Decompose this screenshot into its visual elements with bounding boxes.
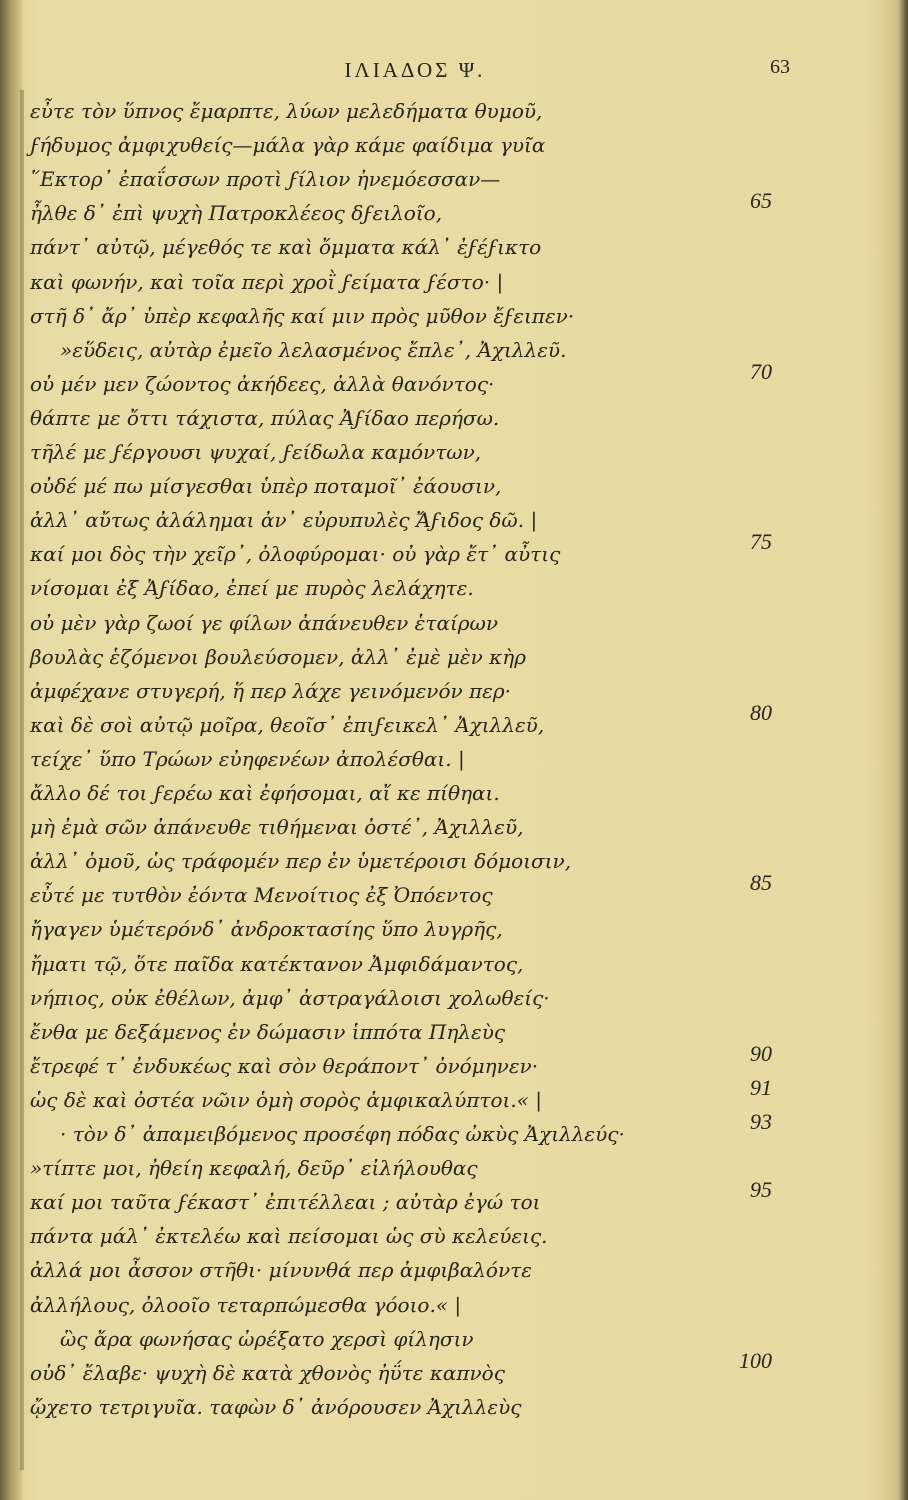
verse-line: ἄλλο δέ τοι ϝερέω καὶ ἐφήσομαι, αἴ κε πίθηαι.: [30, 781, 500, 805]
verse-line: ᾤχετο τετριγυῖα. ταφὼν δ᾽ ἀνόρουσεν Ἀχιλλεὺς: [30, 1394, 522, 1419]
verse-line: νήπιος, οὐκ ἐθέλων, ἀμφ᾽ ἀστραγάλοισι χολωθείς·: [30, 985, 550, 1010]
line-number: 90: [750, 1040, 772, 1066]
verse-line: ἀλλήλους, ὀλοοῖο τεταρπώμεσθα γόοιο.« |: [30, 1292, 462, 1317]
verse-line: οὐ μὲν γὰρ ζωοί γε φίλων ἀπάνευθεν ἑταίρων: [30, 610, 499, 635]
verse-line: μὴ ἐμὰ σῶν ἀπάνευθε τιθήμεναι ὀστέ᾽, Ἀχιλλεῦ,: [30, 815, 524, 840]
verse-line: ῞Εκτορ᾽ ἐπαΐσσων προτὶ ϝίλιον ἠνεμόεσσαν—: [30, 167, 501, 192]
verse-line: βουλὰς ἑζόμενοι βουλεύσομεν, ἀλλ᾽ ἐμὲ μὲν κὴρ: [30, 644, 527, 669]
verse-line: ἔνθα με δεξάμενος ἐν δώμασιν ἱππότα Πηλεὺς: [30, 1019, 506, 1044]
verse-line: εὖτέ με τυτθὸν ἐόντα Μενοίτιος ἐξ Ὀπόεντος: [30, 883, 493, 908]
verse-line: ἀλλά μοι ἆσσον στῆθι· μίνυνθά περ ἀμφιβαλόντε: [30, 1258, 532, 1283]
running-head: ΙΛΙΑΔΟΣ Ψ.: [344, 58, 486, 82]
verse-line: τείχε᾽ ὕπο Τρώων εὐηφενέων ἀπολέσθαι. |: [30, 746, 465, 771]
verse-line: οὐ μέν μεν ζώοντος ἀκήδεες, ἀλλὰ θανόντος·: [30, 371, 495, 396]
line-number: 75: [750, 529, 772, 555]
verse-line: καὶ φωνήν, καὶ τοῖα περὶ χροῒ ϝείματα ϝέστο· |: [30, 269, 504, 294]
line-number: 91: [750, 1074, 772, 1100]
line-number: 80: [750, 699, 772, 725]
verse-line: ἤγαγεν ὑμέτερόνδ᾽ ἀνδροκτασίης ὕπο λυγρῆς,: [30, 917, 503, 942]
verse-line: καί μοι ταῦτα ϝέκαστ᾽ ἐπιτέλλεαι ; αὐτὰρ ἐγώ τοι: [30, 1190, 541, 1215]
line-number: 65: [750, 188, 772, 214]
line-number: 70: [750, 358, 772, 384]
verse-line: »εὕδεις, αὐτὰρ ἐμεῖο λελασμένος ἔπλε᾽, Ἀχιλλεῦ.: [60, 337, 567, 362]
verse-line: στῆ δ᾽ ἄρ᾽ ὑπὲρ κεφαλῆς καί μιν πρὸς μῦθον ἔϝειπεν·: [30, 303, 575, 328]
verse-line: τῆλέ με ϝέργουσι ψυχαί, ϝείδωλα καμόντων,: [30, 440, 482, 464]
line-number: 100: [739, 1347, 772, 1373]
verse-line: ἦλθε δ᾽ ἐπὶ ψυχὴ Πατροκλέεος δϝειλοῖο,: [30, 201, 443, 226]
verse-line: νίσομαι ἐξ Ἀϝίδαο, ἐπεί με πυρὸς λελάχητε.: [30, 576, 474, 601]
verse-line: οὐδέ μέ πω μίσγεσθαι ὑπὲρ ποταμοῖ᾽ ἐάουσιν,: [30, 474, 502, 499]
verse-line: εὖτε τὸν ὕπνος ἔμαρπτε, λύων μελεδήματα θυμοῦ,: [30, 99, 543, 123]
verse-line: ἤματι τῷ, ὅτε παῖδα κατέκτανον Ἀμφιδάμαντος,: [30, 951, 524, 976]
verse-line: καὶ δὲ σοὶ αὐτῷ μοῖρα, θεοῖσ᾽ ἐπιϝεικελ᾽ Ἀχιλλεῦ,: [30, 712, 545, 737]
verse-line: ὣς ἄρα φωνήσας ὠρέξατο χερσὶ φίλησιν: [60, 1326, 474, 1351]
verse-line: ἀμφέχανε στυγερή, ἥ περ λάχε γεινόμενόν περ·: [30, 678, 512, 703]
verse-line: καί μοι δὸς τὴν χεῖρ᾽, ὀλοφύρομαι· οὐ γὰρ ἔτ᾽ αὖτις: [30, 542, 561, 567]
line-number: 95: [750, 1177, 772, 1203]
verse-line: ὡς δὲ καὶ ὀστέα νῶιν ὁμὴ σορὸς ἀμφικαλύπτοι.« |: [30, 1087, 543, 1112]
verse-line: οὐδ᾽ ἔλαβε· ψυχὴ δὲ κατὰ χθονὸς ἠΰτε καπνὸς: [30, 1360, 505, 1385]
verse-line: ϝήδυμος ἀμφιχυθείς—μάλα γὰρ κάμε φαίδιμα γυῖα: [30, 133, 546, 158]
verse-line: ἀλλ᾽ αὔτως ἀλάλημαι ἀν᾽ εὐρυπυλὲς Ἄϝιδος δῶ. |: [30, 508, 538, 533]
verse-line: ἔτρεφέ τ᾽ ἐνδυκέως καὶ σὸν θεράποντ᾽ ὀνόμηνεν·: [30, 1053, 539, 1078]
verse-line: »τίπτε μοι, ἠθείη κεφαλή, δεῦρ᾽ εἰλήλουθας: [30, 1156, 478, 1181]
verse-line: θάπτε με ὄττι τάχιστα, πύλας Ἀϝίδαο περήσω.: [30, 405, 500, 430]
line-number: 93: [750, 1109, 772, 1134]
verse-line: ἀλλ᾽ ὁμοῦ, ὡς τράφομέν περ ἐν ὑμετέροισι δόμοισιν,: [30, 849, 572, 874]
verse-line: · τὸν δ᾽ ἀπαμειβόμενος προσέφη πόδας ὠκὺς Ἀχιλλεύς·: [60, 1122, 625, 1146]
verse-line: πάντ᾽ αὐτῷ, μέγεθός τε καὶ ὄμματα κάλ᾽ ἐϝέϝικτο: [30, 235, 542, 260]
page-number: 63: [770, 56, 790, 78]
line-number: 85: [750, 870, 772, 896]
verse-line: πάντα μάλ᾽ ἐκτελέω καὶ πείσομαι ὡς σὺ κελεύεις.: [30, 1224, 548, 1249]
